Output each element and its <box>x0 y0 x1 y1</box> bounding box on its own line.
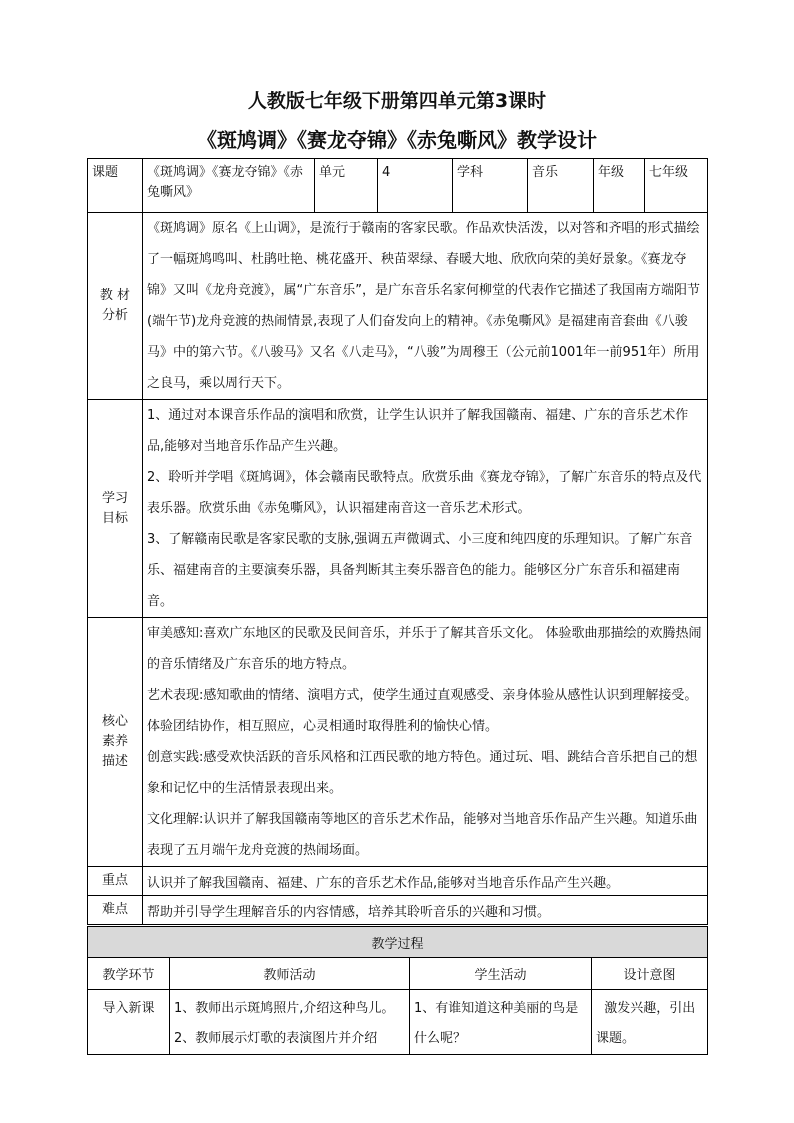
goal-item: 2、聆听并学唱《斑鸠调》，体会赣南民歌特点。欣赏乐曲《赛龙夺锦》，了解广东音乐的特点及代表乐器。欣赏乐曲《赤兔嘶风》，认识福建南音这一音乐艺术形式。 <box>147 470 702 516</box>
goal-item: 1、通过对本课音乐作品的演唱和欣赏，让学生认识并了解我国赣南、福建、广东的音乐艺术作品,能够对当地音乐作品产生兴趣。 <box>147 408 689 454</box>
key-text: 认识并了解我国赣南、福建、广东的音乐艺术作品,能够对当地音乐作品产生兴趣。 <box>143 867 708 896</box>
lesson-info-table <box>87 158 708 925</box>
material-cell <box>143 213 708 400</box>
process-header: 教学过程 <box>88 927 708 958</box>
difficulty-text: 帮助并引导学生理解音乐的内容情感，培养其聆听音乐的兴趣和习惯。 <box>143 896 708 925</box>
student-activity-cell: 1、有谁知道这种美丽的鸟是什么呢？ <box>410 990 592 1055</box>
teaching-process-table <box>87 926 708 1055</box>
unit-value: 4 <box>378 159 453 213</box>
document-title-line2: 《斑鸠调》《赛龙夺锦》《赤兔嘶风》教学设计 <box>197 128 597 152</box>
process-columns-row <box>88 958 708 990</box>
design-intent-cell: 激发兴趣，引出课题。 <box>592 990 708 1055</box>
grade-value: 七年级 <box>645 159 708 213</box>
subject-label: 学科 <box>453 159 528 213</box>
info-row <box>88 159 708 213</box>
goals-label: 学习 目标 <box>88 400 143 618</box>
column-header: 教师活动 <box>170 958 410 990</box>
column-header: 设计意图 <box>592 958 708 990</box>
column-header: 学生活动 <box>410 958 592 990</box>
difficulty-label: 难点 <box>88 896 143 925</box>
key-row <box>88 867 708 896</box>
column-header: 教学环节 <box>88 958 170 990</box>
material-label: 教 材 分析 <box>88 213 143 400</box>
process-row <box>88 990 708 1055</box>
material-text: 《斑鸠调》原名《上山调》，是流行于赣南的客家民歌。作品欢快活泼，以对答和齐唱的形式描绘了一幅斑鸠鸣叫、杜鹃吐艳、桃花盛开、秧苗翠绿、春暖大地、欣欣向荣的美好景象。《赛龙夺锦》又叫《龙舟竞渡》，属“广东音乐”，是广东音乐名家何柳堂的代表作它描述了我国南方端阳节(端午节)龙舟竞渡的热闹情景,表现了人们奋发向上的精神。《赤兔嘶风》是福建南音套曲《八骏马》中的第六节。《八骏马》又名《八走马》，“八骏”为周穆王（公元前1001年一前951年）所用之良马，乘以周行天下。 <box>147 221 700 391</box>
goals-cell <box>143 400 708 618</box>
difficulty-row <box>88 896 708 925</box>
material-row <box>88 213 708 400</box>
key-label: 重点 <box>88 867 143 896</box>
literacy-item: 创意实践:感受欢快活跃的音乐风格和江西民歌的地方特色。通过玩、唱、跳结合音乐把自己的想象和记忆中的生活情景表现出来。 <box>147 750 698 796</box>
topic-label: 课题 <box>88 159 143 213</box>
subject-value: 音乐 <box>528 159 594 213</box>
literacy-row <box>88 618 708 867</box>
goal-item: 3、了解赣南民歌是客家民歌的支脉,强调五声微调式、小三度和纯四度的乐理知识。了解广东音乐、福建南音的主要演奏乐器，具备判断其主奏乐器音色的能力。能够区分广东音乐和福建南音。 <box>147 532 693 609</box>
literacy-label: 核心 素养 描述 <box>88 618 143 867</box>
unit-label: 单元 <box>315 159 378 213</box>
literacy-item: 审美感知:喜欢广东地区的民歌及民间音乐，并乐于了解其音乐文化。 体验歌曲那描绘的欢腾热闹的音乐情绪及广东音乐的地方特点。 <box>147 626 702 672</box>
literacy-item: 文化理解:认识并了解我国赣南等地区的音乐艺术作品，能够对当地音乐作品产生兴趣。知道乐曲表现了五月端午龙舟竞渡的热闹场面。 <box>147 812 698 858</box>
literacy-cell <box>143 618 708 867</box>
teacher-activity-cell: 1、教师出示斑鸠照片,介绍这种鸟儿。 2、教师展示灯歌的表演图片并介绍 <box>170 990 410 1055</box>
process-header-row <box>88 927 708 958</box>
document-title-line1: 人教版七年级下册第四单元第3课时 <box>247 90 547 112</box>
literacy-item: 艺术表现:感知歌曲的情绪、演唱方式，使学生通过直观感受、亲身体验从感性认识到理解接受。体验团结协作，相互照应，心灵相通时取得胜利的愉快心情。 <box>147 688 698 734</box>
topic-value: 《斑鸠调》《赛龙夺锦》《赤兔嘶风》 <box>143 159 315 213</box>
stage-cell: 导入新课 <box>88 990 170 1055</box>
goals-row <box>88 400 708 618</box>
grade-label: 年级 <box>594 159 645 213</box>
